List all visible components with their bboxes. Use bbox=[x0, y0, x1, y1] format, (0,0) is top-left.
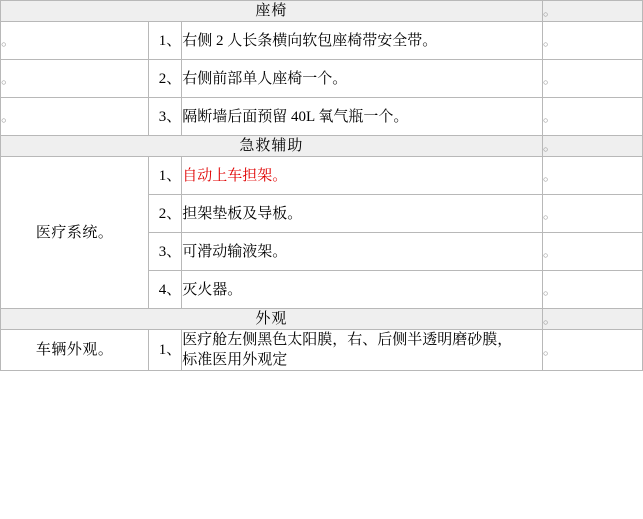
section-title-seats: 座椅 bbox=[1, 1, 543, 22]
row-note: 。 bbox=[542, 22, 642, 60]
row-index: 1、 bbox=[149, 157, 182, 195]
row-index: 3、 bbox=[149, 98, 182, 136]
row-description: 灭火器。 bbox=[182, 271, 543, 309]
row-description bbox=[182, 330, 543, 371]
row-index: 1、 bbox=[149, 22, 182, 60]
row-description-line-2: 标准医用外观定 bbox=[182, 352, 288, 368]
row-index: 2、 bbox=[149, 195, 182, 233]
section-note-first-aid: 。 bbox=[542, 136, 642, 157]
row-description-line-1: 医疗舱左侧黑色太阳膜，右、后侧半透明磨砂膜， bbox=[182, 332, 513, 348]
system-cell-empty: 。 bbox=[1, 60, 149, 98]
section-header-row bbox=[1, 136, 643, 157]
section-note-seats: 。 bbox=[542, 1, 642, 22]
row-index: 4、 bbox=[149, 271, 182, 309]
row-index: 3、 bbox=[149, 233, 182, 271]
row-note: 。 bbox=[542, 330, 642, 371]
row-index: 1、 bbox=[149, 330, 182, 371]
row-note: 。 bbox=[542, 233, 642, 271]
row-index: 2、 bbox=[149, 60, 182, 98]
table-row bbox=[1, 157, 643, 195]
row-description: 可滑动输液架。 bbox=[182, 233, 543, 271]
row-note: 。 bbox=[542, 98, 642, 136]
table-row bbox=[1, 330, 643, 371]
table-row bbox=[1, 22, 643, 60]
row-note: 。 bbox=[542, 271, 642, 309]
row-note: 。 bbox=[542, 60, 642, 98]
row-note: 。 bbox=[542, 195, 642, 233]
system-cell-empty: 。 bbox=[1, 98, 149, 136]
section-header-row bbox=[1, 309, 643, 330]
section-header-row bbox=[1, 1, 643, 22]
system-cell-empty: 。 bbox=[1, 22, 149, 60]
row-note: 。 bbox=[542, 157, 642, 195]
row-description: 隔断墙后面预留 40L 氧气瓶一个。 bbox=[182, 98, 543, 136]
row-description: 右侧 2 人长条横向软包座椅带安全带。 bbox=[182, 22, 543, 60]
system-label-medical: 医疗系统。 bbox=[1, 157, 149, 309]
row-description: 担架垫板及导板。 bbox=[182, 195, 543, 233]
system-label-exterior: 车辆外观。 bbox=[1, 330, 149, 371]
table-row bbox=[1, 60, 643, 98]
row-description-highlighted: 自动上车担架。 bbox=[182, 157, 543, 195]
row-description: 右侧前部单人座椅一个。 bbox=[182, 60, 543, 98]
table-row bbox=[1, 98, 643, 136]
section-note-appearance: 。 bbox=[542, 309, 642, 330]
section-title-appearance: 外观 bbox=[1, 309, 543, 330]
section-title-first-aid: 急救辅助 bbox=[1, 136, 543, 157]
